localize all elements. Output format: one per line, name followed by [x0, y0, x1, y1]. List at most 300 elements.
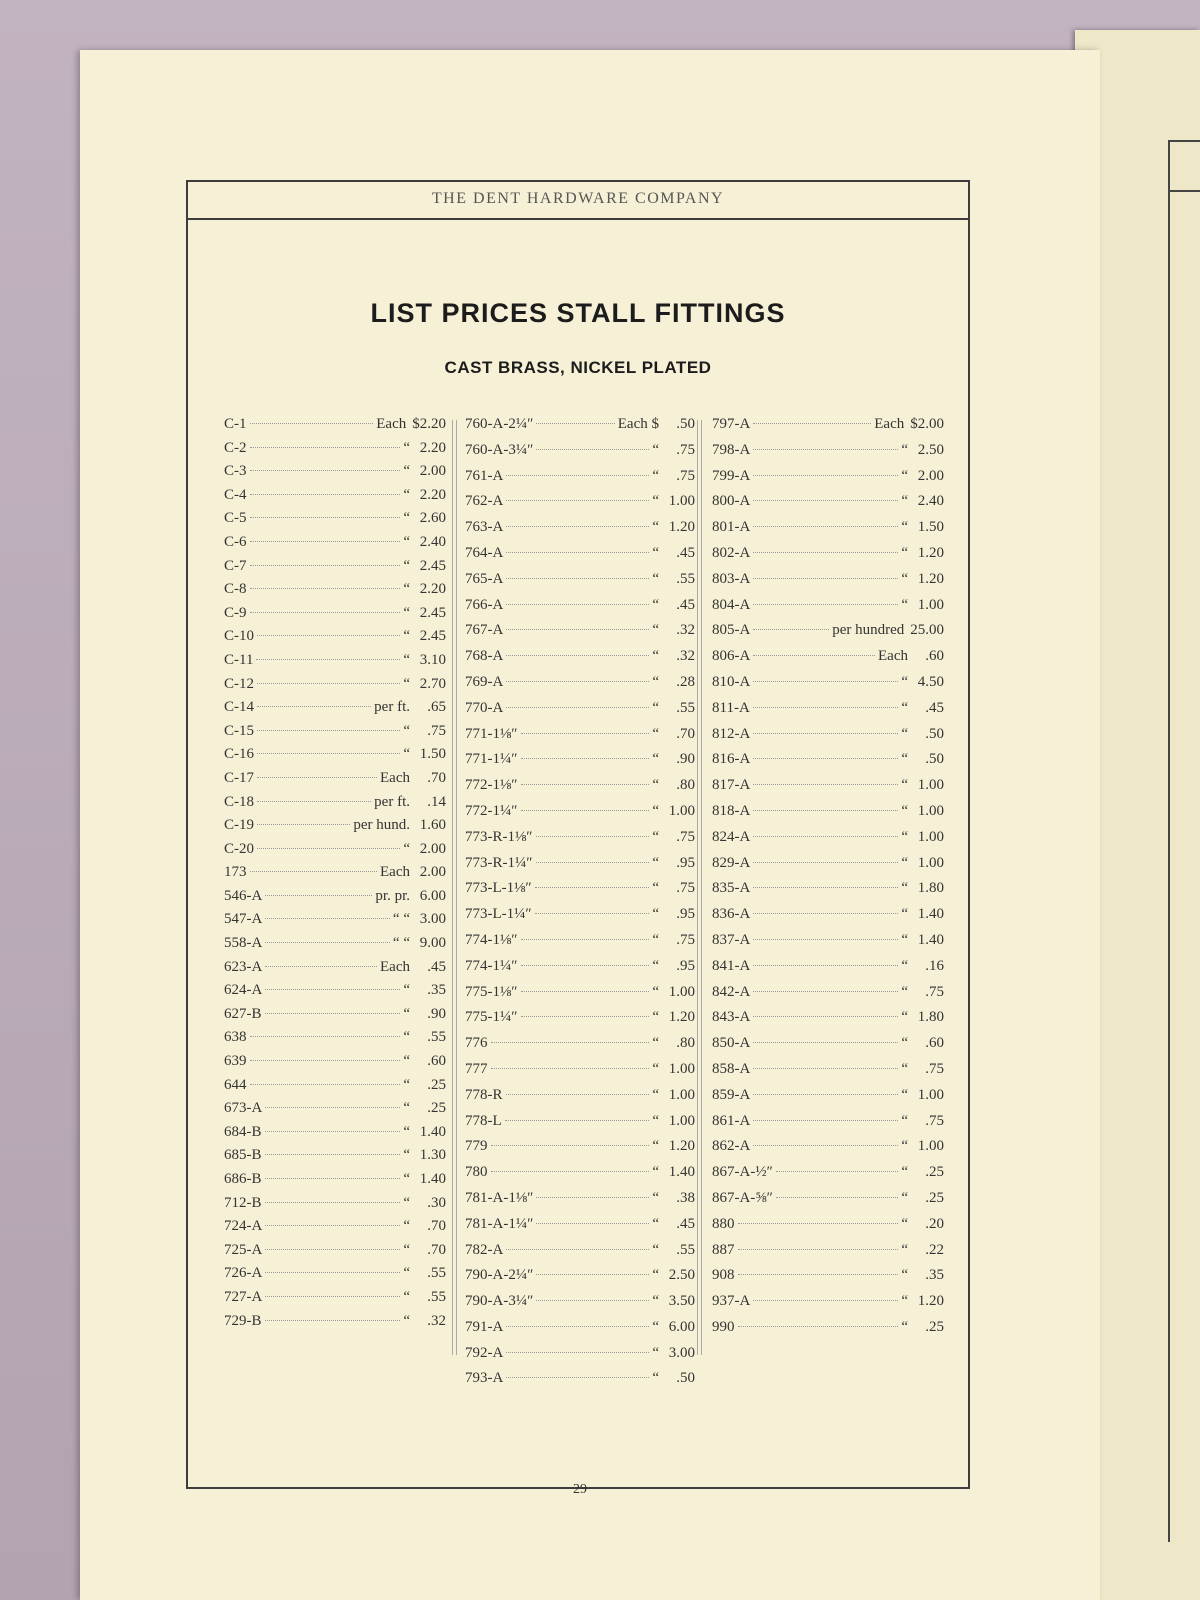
item-code: 767-A: [465, 622, 504, 639]
item-code: 547-A: [224, 911, 263, 928]
price-row: [712, 493, 944, 519]
item-code: 781-A-1¼″: [465, 1215, 534, 1232]
dot-leader: [250, 423, 374, 424]
item-unit: “: [652, 854, 659, 871]
dot-leader: [753, 836, 898, 837]
item-unit: “: [403, 1265, 410, 1282]
dot-leader: [521, 1016, 650, 1017]
item-unit: “: [652, 777, 659, 794]
price-row: [224, 1147, 446, 1171]
item-price: .75: [676, 931, 695, 948]
item-price: .25: [925, 1318, 944, 1335]
item-unit: “: [403, 628, 410, 645]
price-row: [712, 880, 944, 906]
price-row: [712, 803, 944, 829]
item-unit: “: [652, 1164, 659, 1181]
dot-leader: [753, 939, 898, 940]
price-row: [224, 652, 446, 676]
item-price: 1.20: [668, 1138, 695, 1155]
item-unit: “: [652, 1344, 659, 1361]
item-code: 760-A-3¼″: [465, 441, 534, 458]
item-unit: “: [403, 1241, 410, 1258]
item-code: 867-A-½″: [712, 1164, 773, 1181]
item-unit: “: [652, 751, 659, 768]
price-row: [224, 959, 446, 983]
price-row: [465, 648, 695, 674]
item-code: 173: [224, 864, 247, 881]
dot-leader: [265, 895, 372, 896]
item-code: 729-B: [224, 1312, 262, 1329]
dot-leader: [753, 1120, 898, 1121]
item-unit: “: [901, 544, 908, 561]
item-unit: “: [403, 722, 410, 739]
item-unit: “: [652, 467, 659, 484]
dot-leader: [265, 1272, 400, 1273]
item-price: .90: [676, 751, 695, 768]
item-price: 1.00: [668, 802, 695, 819]
price-row: [465, 622, 695, 648]
item-code: 761-A: [465, 467, 504, 484]
item-code: 887: [712, 1241, 735, 1258]
item-unit: “: [652, 828, 659, 845]
dot-leader: [250, 565, 401, 566]
item-price: 1.40: [668, 1164, 695, 1181]
price-row: [712, 751, 944, 777]
item-unit: “: [652, 1086, 659, 1103]
item-code: 558-A: [224, 935, 263, 952]
price-row: [465, 519, 695, 545]
dot-leader: [536, 1197, 649, 1198]
item-unit: “: [901, 880, 908, 897]
dot-leader: [776, 1197, 899, 1198]
item-price: .32: [427, 1312, 446, 1329]
item-price: 3.10: [419, 651, 446, 668]
item-code: C-12: [224, 675, 254, 692]
item-code: C-1: [224, 416, 247, 432]
item-unit: “: [403, 486, 410, 503]
item-unit: “: [901, 1241, 908, 1258]
item-price: 1.00: [917, 1086, 944, 1103]
price-row: [712, 597, 944, 623]
price-row: [224, 935, 446, 959]
item-code: 773-L-1¼″: [465, 906, 532, 923]
item-unit: “: [901, 1112, 908, 1129]
item-price: .55: [427, 1265, 446, 1282]
item-unit: “: [901, 802, 908, 819]
item-code: 810-A: [712, 673, 751, 690]
item-price: 2.40: [419, 533, 446, 550]
dot-leader: [738, 1326, 899, 1327]
facing-page-frame: [1168, 140, 1200, 1542]
dot-leader: [536, 1223, 649, 1224]
item-code: 818-A: [712, 802, 751, 819]
item-price: .50: [925, 725, 944, 742]
item-price: 1.00: [917, 596, 944, 613]
dot-leader: [491, 1042, 650, 1043]
dot-leader: [753, 784, 898, 785]
item-price: 1.00: [668, 493, 695, 510]
item-code: 790-A-3¼″: [465, 1293, 534, 1310]
item-code: 685-B: [224, 1147, 262, 1164]
dot-leader: [506, 655, 649, 656]
item-code: 776: [465, 1035, 488, 1052]
dot-leader: [506, 1377, 649, 1378]
item-code: 937-A: [712, 1293, 751, 1310]
item-code: C-3: [224, 463, 247, 480]
item-unit: “: [901, 699, 908, 716]
item-price: .32: [676, 622, 695, 639]
dot-leader: [753, 604, 898, 605]
item-price: .75: [676, 467, 695, 484]
item-price: .75: [925, 983, 944, 1000]
item-price: .75: [676, 441, 695, 458]
item-price: 2.20: [419, 439, 446, 456]
item-price: .22: [925, 1241, 944, 1258]
price-row: [224, 1313, 446, 1337]
item-unit: Each: [376, 416, 407, 432]
price-row: [712, 1009, 944, 1035]
item-unit: “: [901, 467, 908, 484]
price-row: [465, 880, 695, 906]
item-code: 775-1⅛″: [465, 983, 518, 1000]
item-unit: “: [901, 1267, 908, 1284]
item-unit: “: [901, 931, 908, 948]
dot-leader: [257, 635, 400, 636]
price-row: [465, 1190, 695, 1216]
dot-leader: [250, 494, 401, 495]
item-price: .28: [676, 673, 695, 690]
price-row: [465, 493, 695, 519]
item-unit: “: [901, 1318, 908, 1335]
price-row: [224, 1171, 446, 1195]
item-unit: “: [403, 746, 410, 763]
item-code: C-18: [224, 793, 254, 810]
price-row: [465, 984, 695, 1010]
dot-leader: [753, 913, 898, 914]
item-code: 801-A: [712, 519, 751, 536]
item-code: C-9: [224, 604, 247, 621]
price-row: [712, 700, 944, 726]
item-unit: per ft.: [374, 793, 410, 810]
item-unit: “: [652, 880, 659, 897]
item-price: 2.50: [668, 1267, 695, 1284]
item-code: 791-A: [465, 1318, 504, 1335]
item-code: 841-A: [712, 957, 751, 974]
item-price: 1.40: [419, 1123, 446, 1140]
item-unit: “: [403, 1171, 410, 1187]
dot-leader: [535, 887, 650, 888]
dot-leader: [753, 681, 898, 682]
dot-leader: [753, 810, 898, 811]
item-code: 724-A: [224, 1218, 263, 1235]
item-price: .45: [427, 958, 446, 975]
price-row: [465, 1216, 695, 1242]
item-code: 843-A: [712, 1009, 751, 1026]
item-unit: Each: [380, 769, 410, 786]
dot-leader: [536, 423, 614, 424]
dot-leader: [250, 1060, 401, 1061]
item-price: .55: [676, 699, 695, 716]
dot-leader: [535, 913, 650, 914]
item-unit: “: [403, 1218, 410, 1235]
item-price: .20: [925, 1215, 944, 1232]
price-row: [224, 864, 446, 888]
item-price: 1.20: [917, 544, 944, 561]
item-price: .70: [427, 1241, 446, 1258]
item-price: 1.20: [668, 519, 695, 536]
item-price: .45: [676, 544, 695, 561]
price-row: [465, 1370, 695, 1396]
item-code: C-8: [224, 581, 247, 598]
item-price: .55: [427, 1029, 446, 1046]
item-unit: “: [901, 596, 908, 613]
price-row: [465, 1345, 695, 1371]
dot-leader: [257, 753, 400, 754]
dot-leader: [265, 1249, 400, 1250]
item-unit: “: [403, 1147, 410, 1164]
item-price: 1.20: [917, 570, 944, 587]
item-code: 835-A: [712, 880, 751, 897]
price-row: [224, 888, 446, 912]
item-code: C-17: [224, 769, 254, 786]
price-row: [712, 984, 944, 1010]
item-code: 790-A-2¼″: [465, 1267, 534, 1284]
item-code: 782-A: [465, 1241, 504, 1258]
item-code: 760-A-2¼″: [465, 416, 534, 432]
item-code: 842-A: [712, 983, 751, 1000]
item-unit: “: [901, 751, 908, 768]
price-row: [224, 581, 446, 605]
item-price: .70: [676, 725, 695, 742]
price-row: [712, 571, 944, 597]
item-unit: “: [901, 441, 908, 458]
item-unit: “: [652, 1293, 659, 1310]
dot-leader: [506, 1094, 650, 1095]
price-row: [465, 958, 695, 984]
dot-leader: [506, 707, 649, 708]
item-price: 1.40: [419, 1171, 446, 1187]
item-price: 1.40: [917, 906, 944, 923]
item-price: $2.20: [412, 416, 446, 432]
item-price: $2.00: [910, 416, 944, 432]
price-row: [712, 1216, 944, 1242]
item-price: .25: [427, 1076, 446, 1093]
item-unit: “: [901, 1164, 908, 1181]
dot-leader: [521, 733, 650, 734]
dot-leader: [257, 848, 400, 849]
item-code: 778-L: [465, 1112, 502, 1129]
price-row: [712, 1242, 944, 1268]
price-row: [712, 726, 944, 752]
dot-leader: [250, 541, 401, 542]
price-row: [712, 1087, 944, 1113]
item-price: .55: [676, 570, 695, 587]
dot-leader: [753, 578, 898, 579]
item-code: C-10: [224, 628, 254, 645]
item-price: 2.45: [419, 557, 446, 574]
price-row: [712, 829, 944, 855]
item-code: 777: [465, 1060, 488, 1077]
item-unit: “: [403, 651, 410, 668]
item-code: 793-A: [465, 1370, 504, 1387]
item-code: 772-1⅛″: [465, 777, 518, 794]
dot-leader: [536, 1274, 649, 1275]
item-unit: “: [901, 854, 908, 871]
item-price: 1.00: [668, 1060, 695, 1077]
item-code: 684-B: [224, 1123, 262, 1140]
item-code: 546-A: [224, 887, 263, 904]
item-unit: “: [403, 1076, 410, 1093]
price-row: [224, 1124, 446, 1148]
item-unit: “: [901, 1060, 908, 1077]
price-row: [465, 571, 695, 597]
dot-leader: [257, 706, 371, 707]
item-price: 1.00: [668, 983, 695, 1000]
dot-leader: [505, 1120, 650, 1121]
facing-page-rule: [1168, 190, 1200, 192]
item-unit: “: [652, 493, 659, 510]
dot-leader: [506, 1326, 649, 1327]
item-price: 1.40: [917, 931, 944, 948]
dot-leader: [753, 1016, 898, 1017]
dot-leader: [753, 991, 898, 992]
dot-leader: [506, 475, 649, 476]
item-unit: Each: [380, 958, 410, 975]
item-unit: “: [403, 1100, 410, 1117]
price-row: [465, 1242, 695, 1268]
item-unit: “: [652, 1318, 659, 1335]
price-row: [224, 510, 446, 534]
item-price: 25.00: [910, 622, 944, 639]
item-unit: “: [403, 1312, 410, 1329]
price-row: [465, 442, 695, 468]
price-row: [224, 1265, 446, 1289]
item-price: .80: [676, 1035, 695, 1052]
item-code: 802-A: [712, 544, 751, 561]
dot-leader: [536, 449, 649, 450]
item-unit: “: [652, 1215, 659, 1232]
item-unit: “: [652, 802, 659, 819]
item-unit: “: [652, 983, 659, 1000]
item-unit: “: [403, 1194, 410, 1211]
item-price: 2.45: [419, 604, 446, 621]
column-divider: [452, 420, 457, 1355]
item-code: 804-A: [712, 596, 751, 613]
price-row: [224, 1289, 446, 1313]
item-unit: “: [901, 1035, 908, 1052]
item-unit: “: [652, 725, 659, 742]
item-price: .95: [676, 854, 695, 871]
item-code: 773-R-1¼″: [465, 854, 533, 871]
dot-leader: [491, 1145, 650, 1146]
price-row: [465, 468, 695, 494]
item-price: .60: [925, 1035, 944, 1052]
item-price: .70: [427, 1218, 446, 1235]
price-row: [465, 1293, 695, 1319]
item-code: 769-A: [465, 673, 504, 690]
item-price: .30: [427, 1194, 446, 1211]
item-code: 771-1⅛″: [465, 725, 518, 742]
item-unit: “: [403, 510, 410, 527]
dot-leader: [506, 604, 649, 605]
item-price: .32: [676, 648, 695, 665]
item-unit: “: [901, 1086, 908, 1103]
item-code: C-6: [224, 533, 247, 550]
item-price: .14: [427, 793, 446, 810]
item-code: 712-B: [224, 1194, 262, 1211]
item-code: 768-A: [465, 648, 504, 665]
company-header: THE DENT HARDWARE COMPANY: [431, 190, 725, 207]
item-unit: per ft.: [374, 699, 410, 716]
item-code: 781-A-1⅛″: [465, 1189, 534, 1206]
price-row: [712, 1190, 944, 1216]
item-unit: Each: [878, 648, 908, 665]
price-row: [465, 1061, 695, 1087]
item-unit: “: [403, 1029, 410, 1046]
item-code: 727-A: [224, 1288, 263, 1305]
dot-leader: [250, 871, 378, 872]
price-row: [712, 906, 944, 932]
dot-leader: [265, 942, 390, 943]
price-row: [465, 932, 695, 958]
item-code: 859-A: [712, 1086, 751, 1103]
dot-leader: [536, 1300, 649, 1301]
price-column-2: [465, 416, 695, 1396]
item-unit: “: [652, 519, 659, 536]
price-row: [224, 1218, 446, 1242]
item-code: 817-A: [712, 777, 751, 794]
item-code: C-4: [224, 486, 247, 503]
price-row: [224, 676, 446, 700]
item-code: 990: [712, 1318, 735, 1335]
item-price: .75: [925, 1112, 944, 1129]
item-unit: “: [403, 463, 410, 480]
price-row: [712, 648, 944, 674]
item-code: 773-L-1⅛″: [465, 880, 532, 897]
item-price: .35: [925, 1267, 944, 1284]
dot-leader: [753, 552, 898, 553]
item-code: 880: [712, 1215, 735, 1232]
item-price: 2.00: [419, 864, 446, 881]
item-price: .25: [925, 1189, 944, 1206]
price-row: [465, 545, 695, 571]
price-row: [465, 1087, 695, 1113]
item-unit: “: [403, 1123, 410, 1140]
item-unit: Each $: [617, 416, 659, 432]
item-unit: “: [403, 557, 410, 574]
item-unit: “: [652, 1035, 659, 1052]
item-price: .55: [676, 1241, 695, 1258]
item-unit: “: [901, 1138, 908, 1155]
item-code: 837-A: [712, 931, 751, 948]
price-row: [224, 794, 446, 818]
item-code: 771-1¼″: [465, 751, 518, 768]
item-code: 725-A: [224, 1241, 263, 1258]
item-price: 3.00: [419, 911, 446, 928]
item-price: 1.20: [917, 1293, 944, 1310]
item-price: .90: [427, 1005, 446, 1022]
item-price: .75: [925, 1060, 944, 1077]
dot-leader: [536, 836, 650, 837]
dot-leader: [256, 659, 400, 660]
price-row: [712, 1293, 944, 1319]
item-code: 773-R-1⅛″: [465, 828, 533, 845]
item-code: 623-A: [224, 958, 263, 975]
item-price: 2.50: [917, 441, 944, 458]
item-price: .25: [925, 1164, 944, 1181]
price-row: [224, 746, 446, 770]
dot-leader: [250, 517, 401, 518]
